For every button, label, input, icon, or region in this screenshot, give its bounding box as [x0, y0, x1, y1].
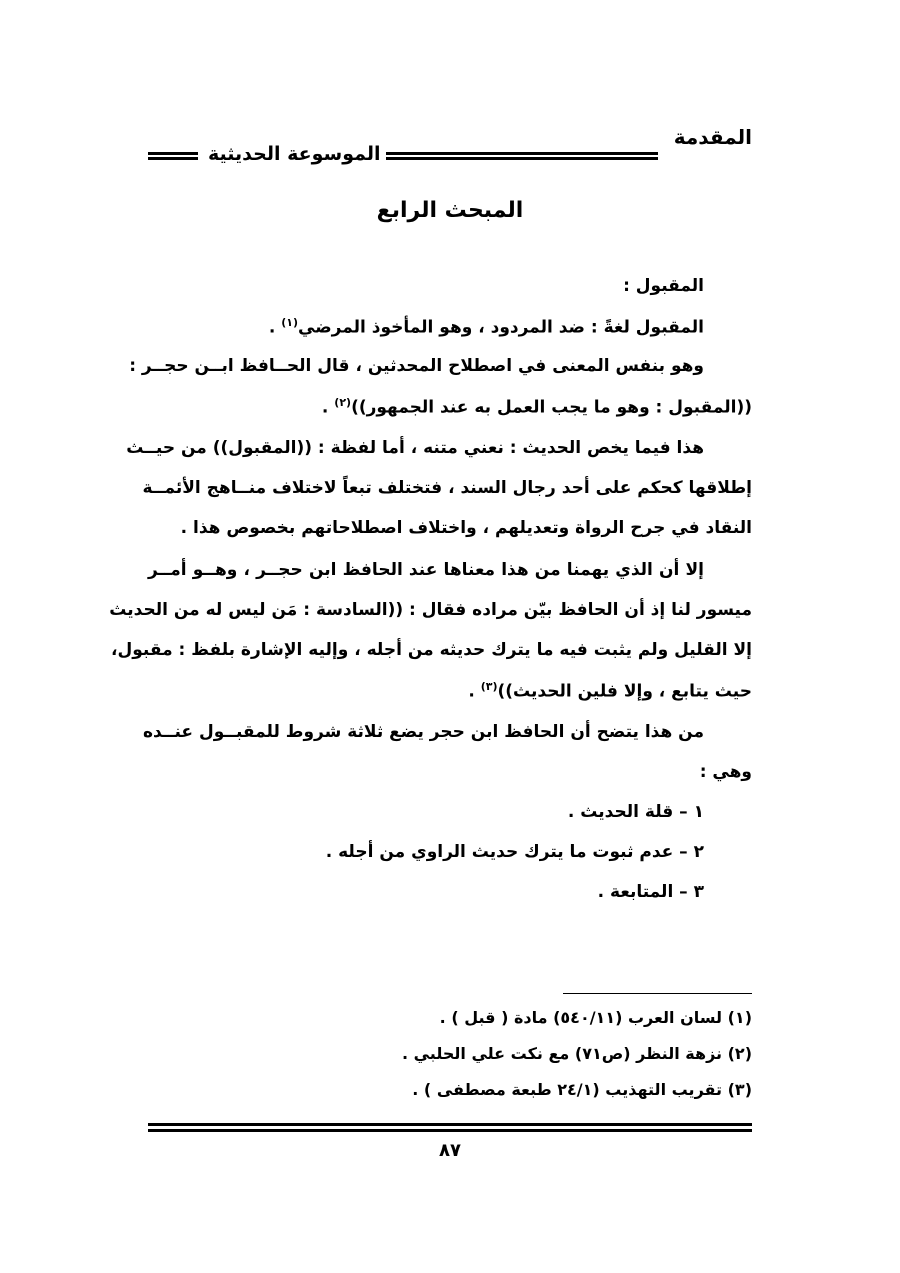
bottom-rule: [148, 1123, 752, 1132]
text-line: إلا القليل ولم يثبت فيه ما يترك حديثه من أجله ، وإليه الإشارة بلفظ : مقبول،: [111, 640, 752, 660]
text-line: [322, 396, 752, 418]
footnote: (٢) نزهة النظر (ص٧١) مع نكت علي الحلبي .: [401, 1044, 752, 1063]
book-title: الموسوعة الحديثية: [208, 143, 381, 165]
header-rule-short: [148, 152, 198, 160]
running-header: [148, 125, 752, 165]
line-end: .: [268, 317, 276, 338]
line-text: ((المقبول : وهو ما يجب العمل به عند الجمهور)): [351, 397, 752, 418]
text-line: المقبول :: [623, 276, 704, 296]
text-line: من هذا يتضح أن الحافظ ابن حجر يضع ثلاثة شروط للمقبــول عنــده: [143, 722, 704, 742]
text-line: إلا أن الذي يهمنا من هذا معناها عند الحافظ ابن حجــر ، وهــو أمــر: [148, 560, 704, 580]
footnote: (١) لسان العرب (٥٤٠/١١) مادة ( قبل ) .: [439, 1008, 752, 1027]
footnote: (٣) تقريب التهذيب (٢٤/١ طبعة مصطفى ) .: [412, 1080, 752, 1099]
text-line: ميسور لنا إذ أن الحافظ بيّن مراده فقال : ((السادسة : مَن ليس له من الحديث: [109, 600, 752, 620]
text-line: هذا فيما يخص الحديث : نعني متنه ، أما لفظة : ((المقبول)) من حيــث: [126, 438, 704, 458]
line-end: .: [321, 397, 329, 418]
line-text: المقبول لغةً : ضد المردود ، وهو المأخوذ المرضي: [298, 317, 704, 338]
section-title: المقدمة: [673, 125, 752, 149]
list-item: ٢ – عدم ثبوت ما يترك حديث الراوي من أجله .: [325, 842, 704, 862]
list-item: ٣ – المتابعة .: [597, 882, 704, 902]
footnote-ref: (٢): [334, 396, 352, 409]
footnote-ref: (١): [281, 316, 299, 329]
text-line: [269, 316, 704, 338]
text-line: وهي :: [699, 762, 752, 782]
text-line: النقاد في جرح الرواة وتعديلهم ، واختلاف اصطلاحاتهم بخصوص هذا .: [180, 518, 752, 538]
header-rule-long: [386, 152, 658, 160]
text-line: إطلاقها كحكم على أحد رجال السند ، فتختلف تبعاً لاختلاف منــاهج الأئمــة: [142, 478, 752, 498]
text-line: وهو بنفس المعنى في اصطلاح المحدثين ، قال الحــافظ ابــن حجــر :: [129, 356, 704, 376]
text-line: [468, 680, 752, 702]
footnote-separator: [563, 993, 752, 994]
footnote-ref: (٣): [480, 680, 498, 693]
chapter-title: المبحث الرابع: [376, 198, 524, 223]
page-number: ٨٧: [439, 1140, 461, 1161]
line-text: حيث يتابع ، وإلا فلين الحديث)): [497, 681, 752, 702]
list-item: ١ – قلة الحديث .: [567, 802, 704, 822]
line-end: .: [468, 681, 475, 702]
